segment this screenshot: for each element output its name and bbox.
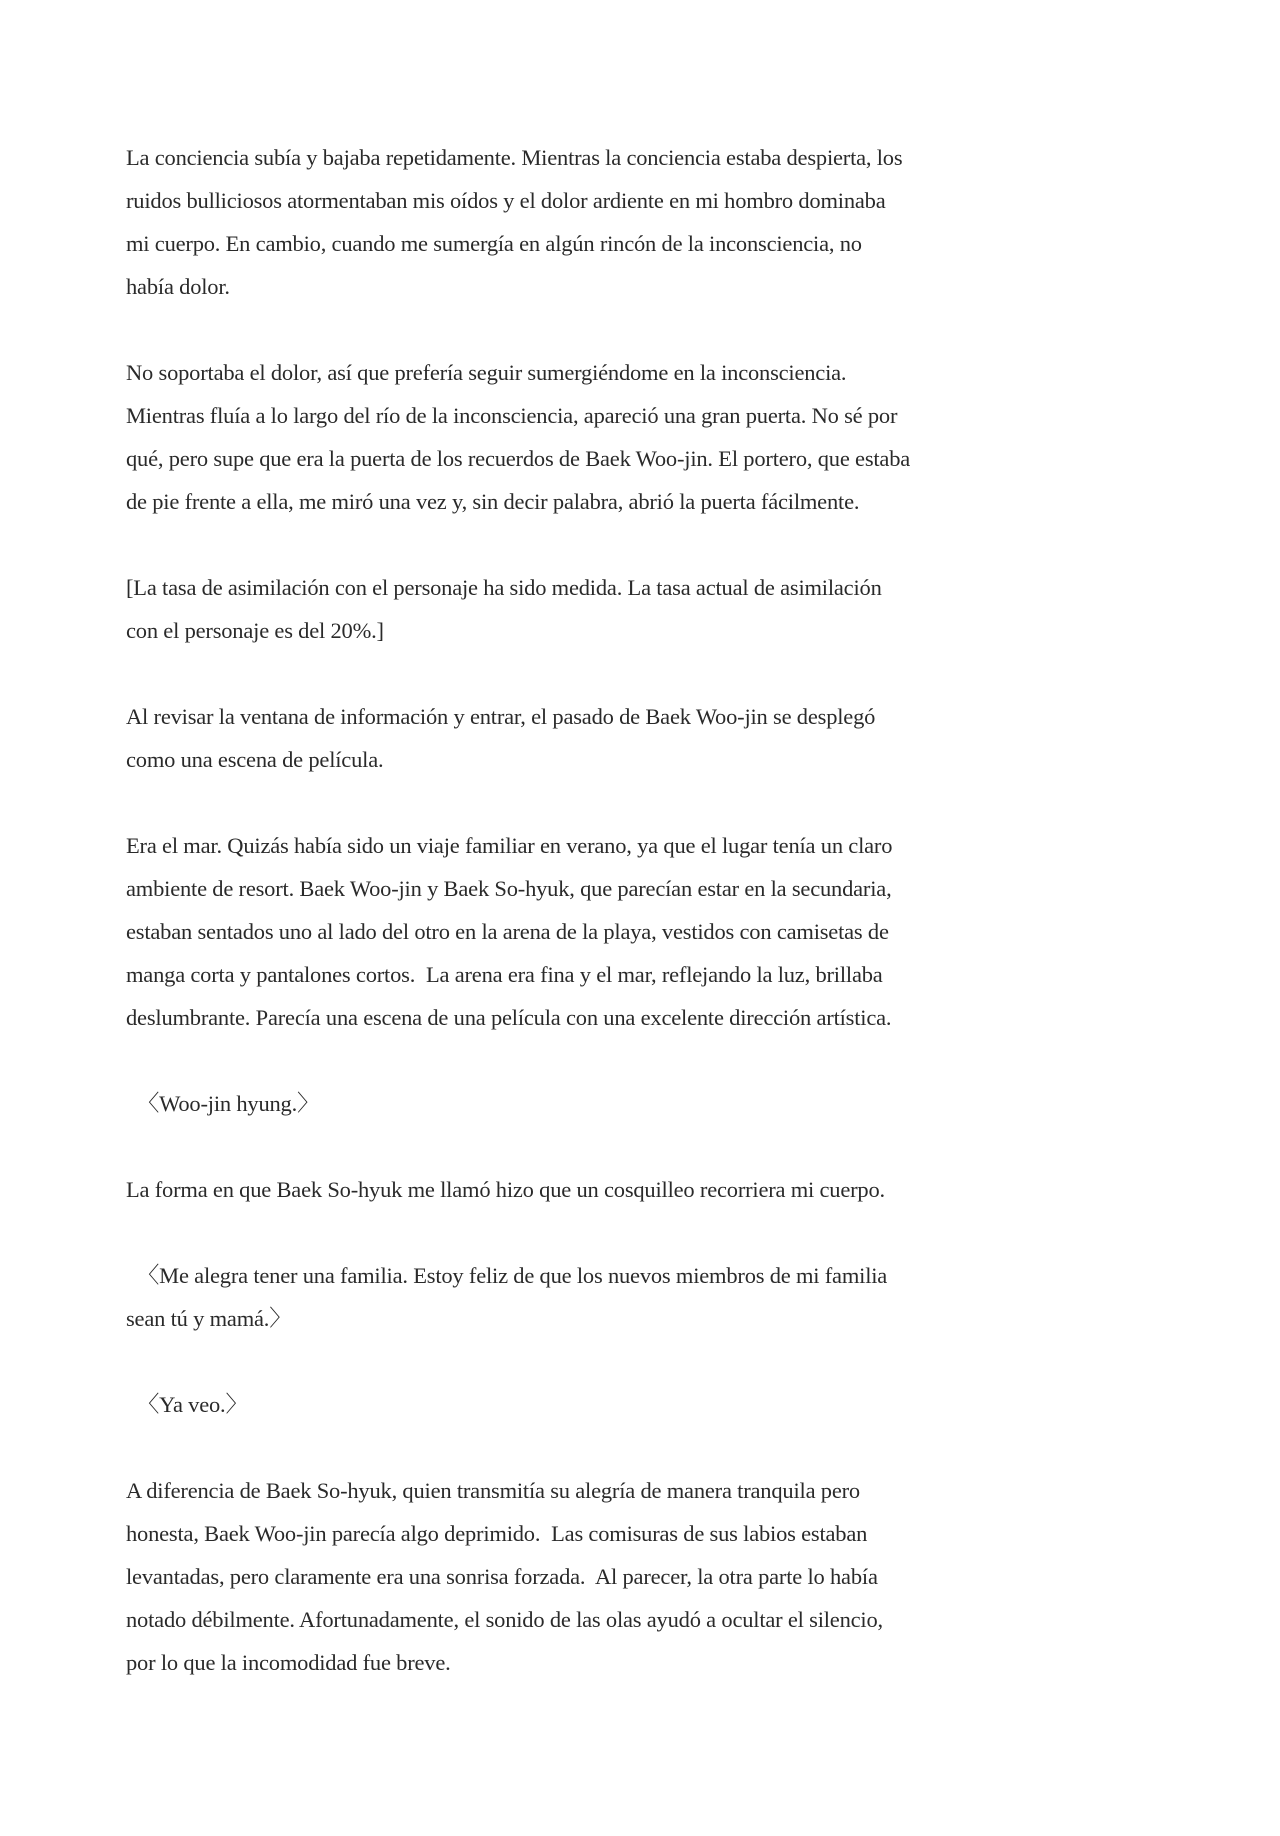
text-line: como una escena de película. [126,747,384,772]
text-line: 〈Ya veo.〉 [126,1392,248,1417]
text-line: levantadas, pero claramente era una sonrisa forzada. Al parecer, la otra parte lo había [126,1564,878,1589]
dialogue-paragraph [126,1383,1166,1426]
dialogue-paragraph [126,1254,1166,1340]
text-line: qué, pero supe que era la puerta de los recuerdos de Baek Woo-jin. El portero, que estaba [126,446,911,471]
text-line: había dolor. [126,274,230,299]
text-line: 〈Me alegra tener una familia. Estoy feliz de que los nuevos miembros de mi familia [126,1263,888,1288]
dialogue-paragraph [126,1082,1166,1125]
text-line: estaban sentados uno al lado del otro en la arena de la playa, vestidos con camisetas de [126,919,889,944]
text-line: honesta, Baek Woo-jin parecía algo deprimido. Las comisuras de sus labios estaban [126,1521,868,1546]
text-line: mi cuerpo. En cambio, cuando me sumergía en algún rincón de la inconsciencia, no [126,231,862,256]
text-line: La forma en que Baek So-hyuk me llamó hizo que un cosquilleo recorriera mi cuerpo. [126,1177,885,1202]
narration-paragraph [126,351,1166,523]
text-line: ambiente de resort. Baek Woo-jin y Baek So-hyuk, que parecían estar en la secundaria, [126,876,892,901]
text-line: con el personaje es del 20%.] [126,618,384,643]
text-line: Mientras fluía a lo largo del río de la inconsciencia, apareció una gran puerta. No sé por [126,403,898,428]
narration-paragraph [126,136,1166,308]
narration-paragraph [126,824,1166,1039]
text-line: A diferencia de Baek So-hyuk, quien transmitía su alegría de manera tranquila pero [126,1478,860,1503]
text-line: Al revisar la ventana de información y entrar, el pasado de Baek Woo-jin se desplegó [126,704,876,729]
text-line: sean tú y mamá.〉 [126,1306,292,1331]
text-line: [La tasa de asimilación con el personaje ha sido medida. La tasa actual de asimilación [126,575,882,600]
text-line: ruidos bulliciosos atormentaban mis oídos y el dolor ardiente en mi hombro dominaba [126,188,886,213]
text-line: de pie frente a ella, me miró una vez y, sin decir palabra, abrió la puerta fácilmente. [126,489,860,514]
text-line: 〈Woo-jin hyung.〉 [126,1091,320,1116]
text-line: notado débilmente. Afortunadamente, el sonido de las olas ayudó a ocultar el silencio, [126,1607,883,1632]
text-line: manga corta y pantalones cortos. La arena era fina y el mar, reflejando la luz, brillaba [126,962,883,987]
text-line: Era el mar. Quizás había sido un viaje familiar en verano, ya que el lugar tenía un claro [126,833,893,858]
text-line: No soportaba el dolor, así que prefería seguir sumergiéndome en la inconsciencia. [126,360,847,385]
document-body [126,136,1166,1727]
narration-paragraph [126,695,1166,781]
system-message-paragraph [126,566,1166,652]
narration-paragraph [126,1469,1166,1684]
text-line: La conciencia subía y bajaba repetidamente. Mientras la conciencia estaba despierta, los [126,145,903,170]
narration-paragraph [126,1168,1166,1211]
text-line: deslumbrante. Parecía una escena de una película con una excelente dirección artística. [126,1005,892,1030]
text-line: por lo que la incomodidad fue breve. [126,1650,451,1675]
